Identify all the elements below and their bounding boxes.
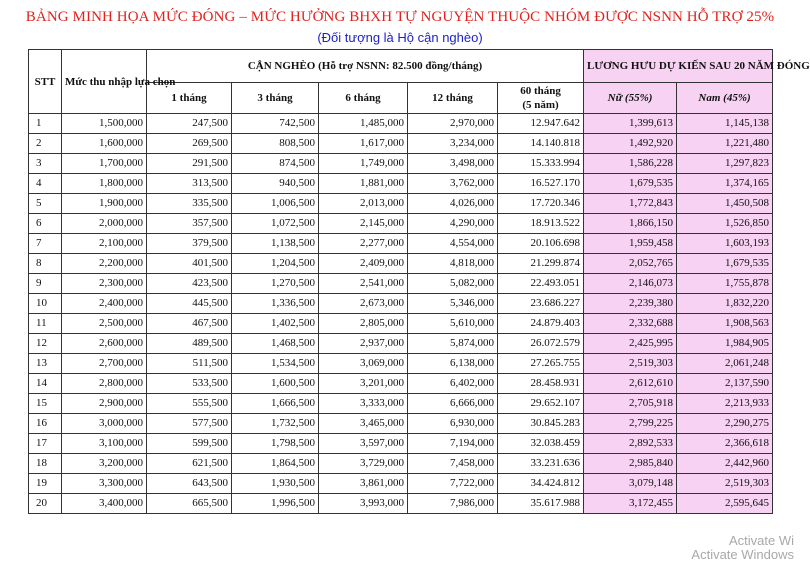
row-income: 3,100,000 [62,434,147,454]
row-60-months: 35.617.988 [498,494,584,514]
row-income: 3,000,000 [62,414,147,434]
row-12-months: 5,082,000 [408,274,498,294]
row-pension-male: 2,519,303 [677,474,773,494]
row-pension-male: 2,213,933 [677,394,773,414]
row-3-months: 1,138,500 [232,234,319,254]
activate-windows-watermark [634,534,794,562]
row-stt: 9 [29,274,62,294]
row-12-months: 2,970,000 [408,114,498,134]
row-60-months: 28.458.931 [498,374,584,394]
row-12-months: 7,194,000 [408,434,498,454]
row-income: 2,000,000 [62,214,147,234]
row-income: 2,900,000 [62,394,147,414]
row-6-months: 2,805,000 [319,314,408,334]
row-6-months: 1,749,000 [319,154,408,174]
row-stt: 12 [29,334,62,354]
row-3-months: 874,500 [232,154,319,174]
row-pension-female: 2,146,073 [584,274,677,294]
row-income: 2,200,000 [62,254,147,274]
row-3-months: 1,732,500 [232,414,319,434]
row-pension-male: 1,221,480 [677,134,773,154]
row-income: 2,700,000 [62,354,147,374]
row-12-months: 7,458,000 [408,454,498,474]
row-60-months: 29.652.107 [498,394,584,414]
row-pension-male: 2,290,275 [677,414,773,434]
row-60-months: 20.106.698 [498,234,584,254]
row-6-months: 2,145,000 [319,214,408,234]
row-60-months: 12.947.642 [498,114,584,134]
row-pension-male: 1,679,535 [677,254,773,274]
row-stt: 8 [29,254,62,274]
table-row [29,374,773,394]
row-6-months: 2,541,000 [319,274,408,294]
row-pension-female: 2,332,688 [584,314,677,334]
row-stt: 19 [29,474,62,494]
header-60-months [498,83,584,114]
table-row [29,414,773,434]
table-row [29,134,773,154]
row-6-months: 2,409,000 [319,254,408,274]
row-6-months: 3,597,000 [319,434,408,454]
row-6-months: 2,937,000 [319,334,408,354]
row-6-months: 3,333,000 [319,394,408,414]
watermark-line2: Activate Windows [691,547,794,562]
row-income: 1,700,000 [62,154,147,174]
row-6-months: 1,617,000 [319,134,408,154]
row-pension-female: 3,172,455 [584,494,677,514]
row-income: 3,200,000 [62,454,147,474]
row-12-months: 3,762,000 [408,174,498,194]
page-subtitle: (Đối tượng là Hộ cận nghèo) [317,30,483,45]
row-pension-male: 1,832,220 [677,294,773,314]
row-12-months: 5,610,000 [408,314,498,334]
row-stt: 16 [29,414,62,434]
table-row [29,494,773,514]
row-60-months: 21.299.874 [498,254,584,274]
header-60-months-line1: 60 tháng [520,85,561,97]
row-stt: 4 [29,174,62,194]
header-male [677,83,773,114]
table-row [29,214,773,234]
table-row [29,114,773,134]
row-pension-female: 2,892,533 [584,434,677,454]
row-pension-female: 1,959,458 [584,234,677,254]
row-income: 3,300,000 [62,474,147,494]
row-pension-female: 1,772,843 [584,194,677,214]
table-row [29,154,773,174]
row-6-months: 3,861,000 [319,474,408,494]
row-pension-male: 1,984,905 [677,334,773,354]
row-stt: 5 [29,194,62,214]
row-12-months: 4,554,000 [408,234,498,254]
row-stt: 7 [29,234,62,254]
row-60-months: 17.720.346 [498,194,584,214]
header-female-label: Nữ (55%) [607,92,653,104]
row-stt: 6 [29,214,62,234]
header-female [584,83,677,114]
row-3-months: 1,468,500 [232,334,319,354]
row-60-months: 30.845.283 [498,414,584,434]
row-3-months: 1,996,500 [232,494,319,514]
row-3-months: 1,666,500 [232,394,319,414]
row-income: 1,800,000 [62,174,147,194]
row-6-months: 3,993,000 [319,494,408,514]
row-3-months: 1,336,500 [232,294,319,314]
row-12-months: 6,402,000 [408,374,498,394]
row-6-months: 1,881,000 [319,174,408,194]
row-stt: 3 [29,154,62,174]
row-stt: 18 [29,454,62,474]
row-stt: 2 [29,134,62,154]
row-1-month: 665,500 [147,494,232,514]
row-6-months: 3,465,000 [319,414,408,434]
row-stt: 10 [29,294,62,314]
row-3-months: 1,072,500 [232,214,319,234]
row-income: 2,300,000 [62,274,147,294]
row-1-month: 533,500 [147,374,232,394]
row-1-month: 467,500 [147,314,232,334]
row-1-month: 379,500 [147,234,232,254]
row-1-month: 247,500 [147,114,232,134]
row-12-months: 3,234,000 [408,134,498,154]
row-3-months: 1,534,500 [232,354,319,374]
row-pension-female: 2,985,840 [584,454,677,474]
table-body [29,114,773,514]
table-row [29,194,773,214]
row-1-month: 313,500 [147,174,232,194]
header-6-months: 6 tháng [319,83,408,114]
page-title: BẢNG MINH HỌA MỨC ĐÓNG – MỨC HƯỞNG BHXH TỰ NGUYỆN THUỘC NHÓM ĐƯỢC NSNN HỖ TRỢ 25% [25,9,775,25]
row-60-months: 26.072.579 [498,334,584,354]
header-1-month: 1 tháng [147,83,232,114]
table-row [29,474,773,494]
contribution-table [28,49,810,514]
row-3-months: 1,402,500 [232,314,319,334]
row-3-months: 1,270,500 [232,274,319,294]
watermark-line1: Activate Wi [728,533,794,548]
row-12-months: 6,666,000 [408,394,498,414]
row-1-month: 401,500 [147,254,232,274]
row-pension-female: 3,079,148 [584,474,677,494]
row-60-months: 34.424.812 [498,474,584,494]
row-stt: 20 [29,494,62,514]
row-60-months: 32.038.459 [498,434,584,454]
row-12-months: 4,290,000 [408,214,498,234]
row-12-months: 6,138,000 [408,354,498,374]
header-income: Mức thu nhập lựa chọn [62,50,147,114]
row-pension-female: 2,705,918 [584,394,677,414]
row-12-months: 4,818,000 [408,254,498,274]
header-60-months-line2: (5 năm) [522,99,559,111]
row-pension-female: 1,399,613 [584,114,677,134]
row-income: 2,400,000 [62,294,147,314]
row-stt: 1 [29,114,62,134]
row-12-months: 5,874,000 [408,334,498,354]
row-1-month: 291,500 [147,154,232,174]
row-pension-male: 1,526,850 [677,214,773,234]
row-6-months: 2,673,000 [319,294,408,314]
header-near-poor-group: CẬN NGHÈO (Hỗ trợ NSNN: 82.500 đồng/tháng) [147,50,584,83]
row-pension-female: 2,799,225 [584,414,677,434]
row-income: 3,400,000 [62,494,147,514]
row-pension-male: 2,137,590 [677,374,773,394]
row-income: 2,500,000 [62,314,147,334]
row-3-months: 940,500 [232,174,319,194]
row-3-months: 1,204,500 [232,254,319,274]
row-60-months: 18.913.522 [498,214,584,234]
row-60-months: 24.879.403 [498,314,584,334]
row-pension-female: 2,519,303 [584,354,677,374]
table-row [29,274,773,294]
header-12-months: 12 tháng [408,83,498,114]
row-12-months: 7,722,000 [408,474,498,494]
row-pension-female: 1,586,228 [584,154,677,174]
row-income: 1,500,000 [62,114,147,134]
row-stt: 15 [29,394,62,414]
table-row [29,314,773,334]
row-1-month: 599,500 [147,434,232,454]
row-6-months: 3,201,000 [319,374,408,394]
row-pension-male: 1,145,138 [677,114,773,134]
row-1-month: 269,500 [147,134,232,154]
row-pension-male: 2,595,645 [677,494,773,514]
row-3-months: 808,500 [232,134,319,154]
row-1-month: 577,500 [147,414,232,434]
header-stt: STT [29,50,62,114]
row-pension-male: 2,061,248 [677,354,773,374]
table-row [29,254,773,274]
row-60-months: 33.231.636 [498,454,584,474]
table-row [29,234,773,254]
row-1-month: 621,500 [147,454,232,474]
table-row [29,454,773,474]
row-3-months: 1,600,500 [232,374,319,394]
row-income: 2,800,000 [62,374,147,394]
row-pension-male: 1,603,193 [677,234,773,254]
row-3-months: 1,864,500 [232,454,319,474]
row-pension-female: 1,492,920 [584,134,677,154]
row-pension-male: 1,297,823 [677,154,773,174]
row-1-month: 555,500 [147,394,232,414]
row-6-months: 2,277,000 [319,234,408,254]
row-60-months: 14.140.818 [498,134,584,154]
row-income: 1,900,000 [62,194,147,214]
row-6-months: 3,729,000 [319,454,408,474]
row-pension-male: 2,442,960 [677,454,773,474]
row-60-months: 15.333.994 [498,154,584,174]
row-60-months: 22.493.051 [498,274,584,294]
row-pension-male: 2,366,618 [677,434,773,454]
row-3-months: 1,006,500 [232,194,319,214]
row-pension-male: 1,450,508 [677,194,773,214]
row-3-months: 742,500 [232,114,319,134]
table-row [29,394,773,414]
row-pension-female: 2,612,610 [584,374,677,394]
row-stt: 11 [29,314,62,334]
row-12-months: 4,026,000 [408,194,498,214]
row-income: 2,100,000 [62,234,147,254]
row-3-months: 1,930,500 [232,474,319,494]
table-row [29,174,773,194]
header-male-label: Nam (45%) [698,92,751,104]
row-6-months: 2,013,000 [319,194,408,214]
table-row [29,334,773,354]
row-60-months: 27.265.755 [498,354,584,374]
row-pension-male: 1,374,165 [677,174,773,194]
row-income: 1,600,000 [62,134,147,154]
row-1-month: 511,500 [147,354,232,374]
row-1-month: 643,500 [147,474,232,494]
row-pension-female: 1,679,535 [584,174,677,194]
table-row [29,434,773,454]
row-pension-female: 1,866,150 [584,214,677,234]
row-pension-female: 2,239,380 [584,294,677,314]
row-1-month: 335,500 [147,194,232,214]
row-12-months: 3,498,000 [408,154,498,174]
row-pension-male: 1,755,878 [677,274,773,294]
table-row [29,354,773,374]
row-3-months: 1,798,500 [232,434,319,454]
row-1-month: 423,500 [147,274,232,294]
row-1-month: 357,500 [147,214,232,234]
row-6-months: 3,069,000 [319,354,408,374]
row-60-months: 23.686.227 [498,294,584,314]
row-stt: 14 [29,374,62,394]
row-income: 2,600,000 [62,334,147,354]
header-pension: LƯƠNG HƯU DỰ KIẾN SAU 20 NĂM ĐÓNG [584,50,773,83]
row-12-months: 5,346,000 [408,294,498,314]
row-pension-female: 2,425,995 [584,334,677,354]
row-stt: 13 [29,354,62,374]
row-6-months: 1,485,000 [319,114,408,134]
row-60-months: 16.527.170 [498,174,584,194]
row-pension-male: 1,908,563 [677,314,773,334]
row-pension-female: 2,052,765 [584,254,677,274]
row-12-months: 6,930,000 [408,414,498,434]
row-stt: 17 [29,434,62,454]
table-row [29,294,773,314]
header-3-months: 3 tháng [232,83,319,114]
row-12-months: 7,986,000 [408,494,498,514]
row-1-month: 489,500 [147,334,232,354]
row-1-month: 445,500 [147,294,232,314]
